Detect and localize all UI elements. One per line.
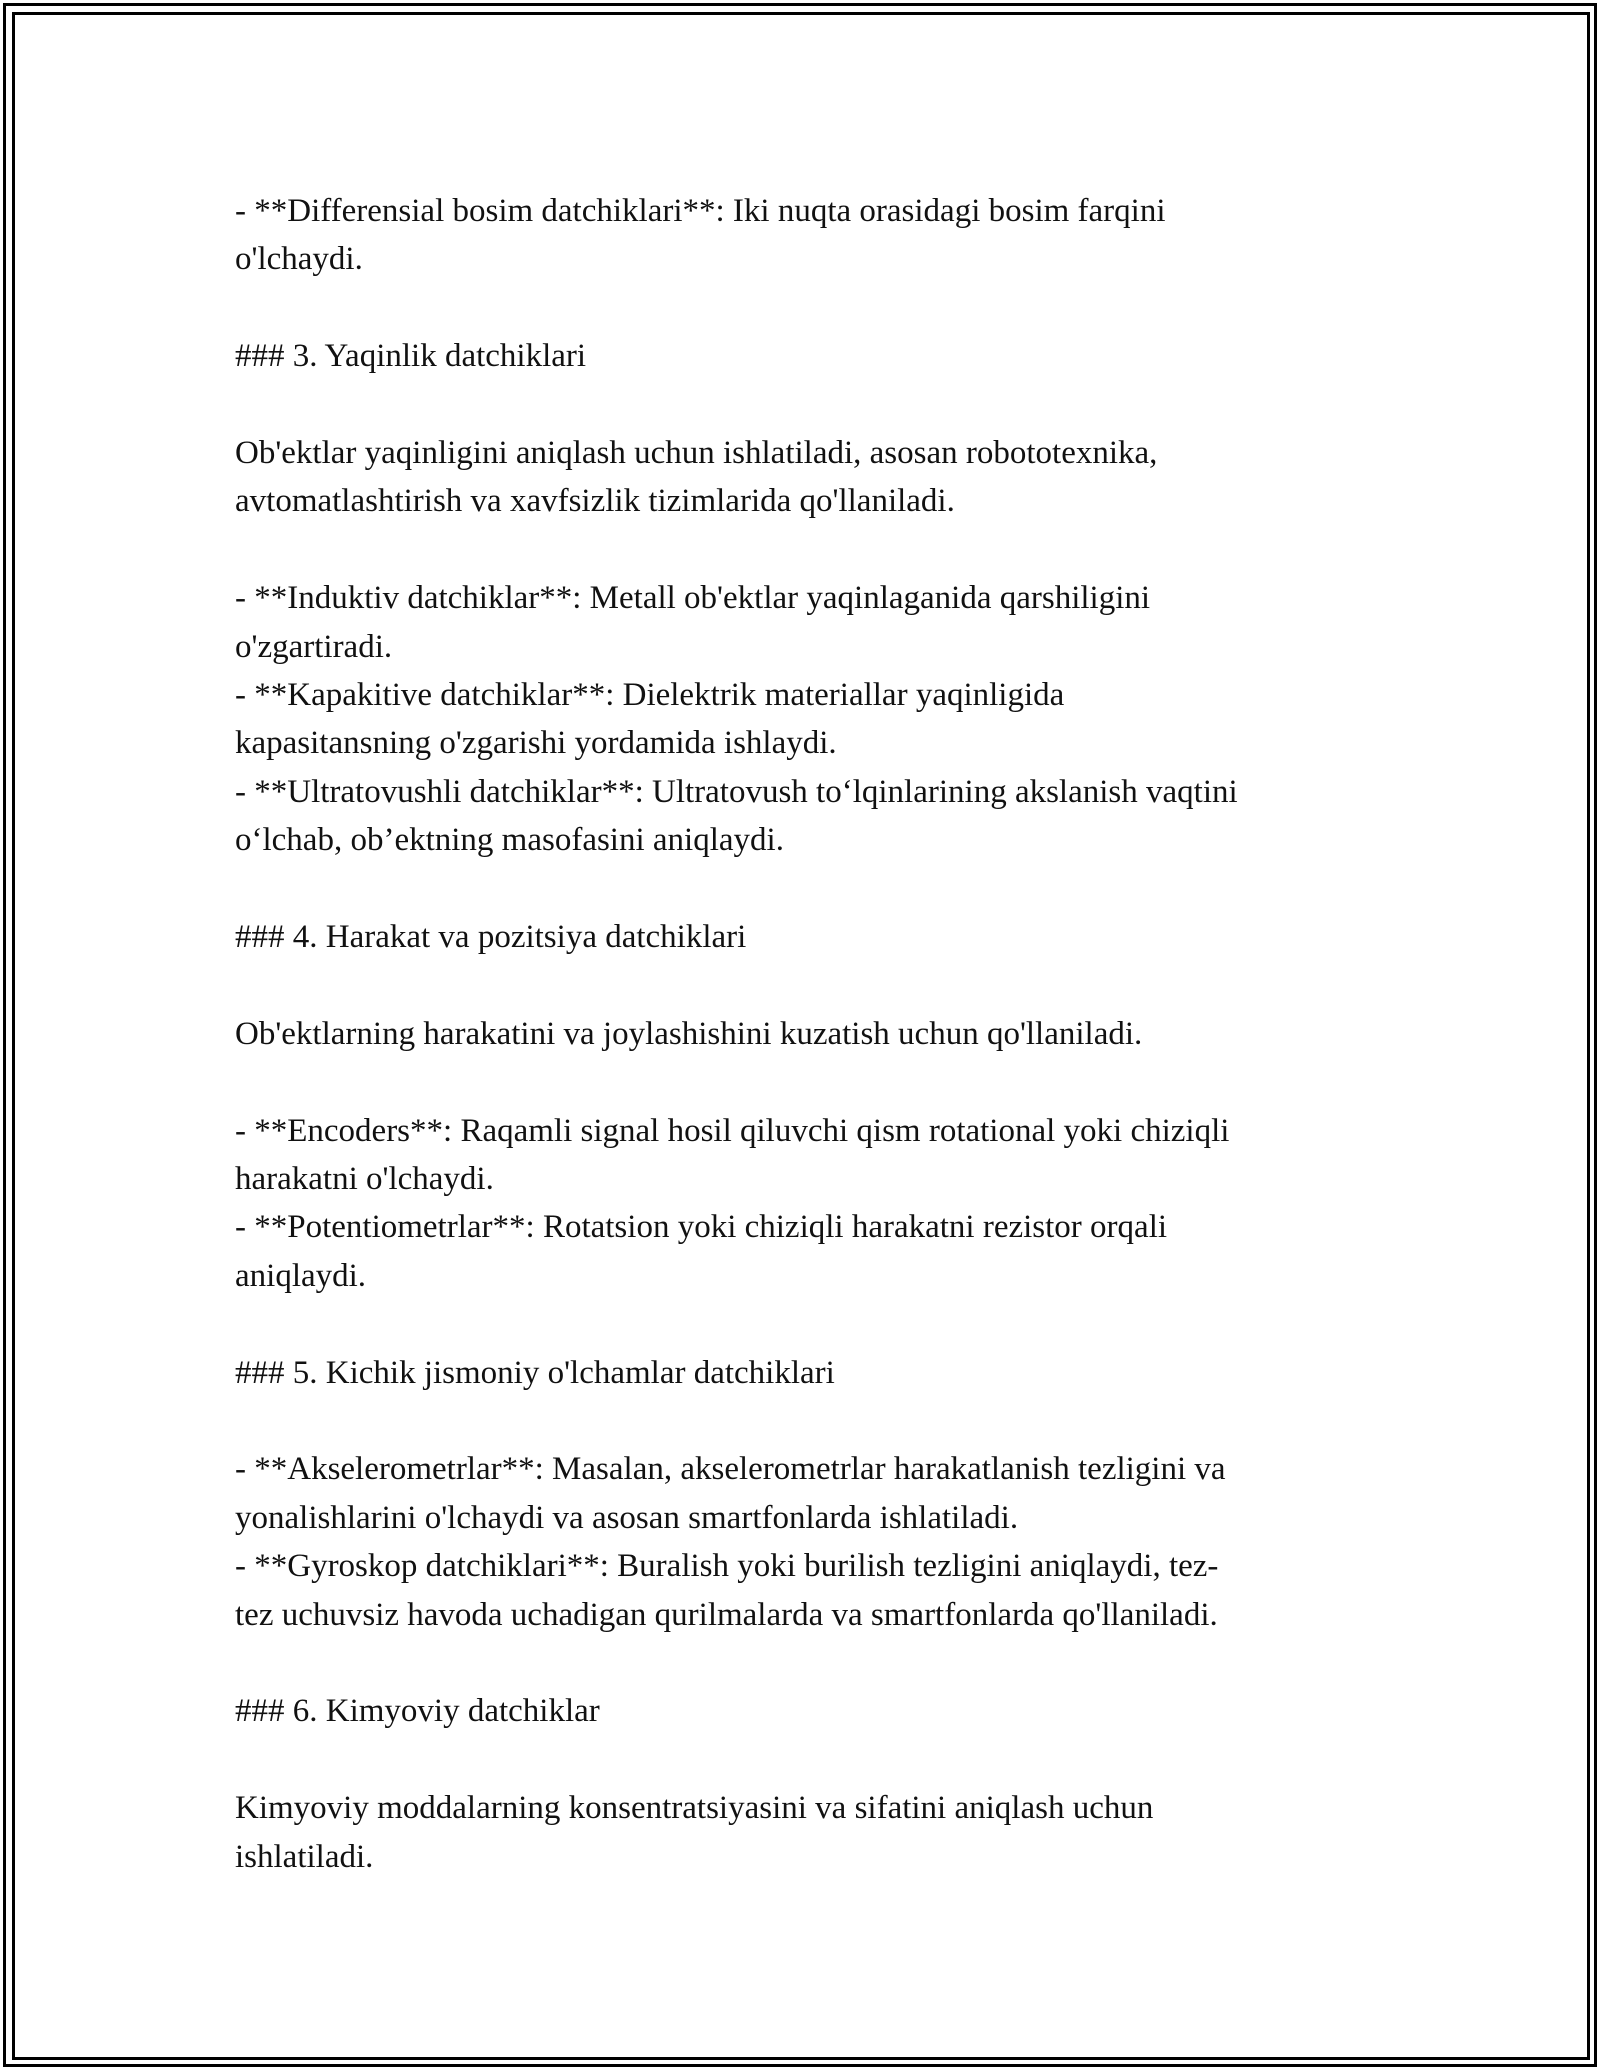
paragraph: [235, 1010, 1365, 1058]
section-heading: [235, 913, 1365, 961]
list-item-line: tez uchuvsiz havoda uchadigan qurilmalarda va smartfonlarda qo'llaniladi.: [235, 1596, 1218, 1633]
section-heading: [235, 332, 1365, 380]
list-item-line: yonalishlarini o'lchaydi va asosan smartfonlarda ishlatiladi.: [235, 1499, 1019, 1536]
list-item: [235, 671, 1365, 768]
section-heading: [235, 1349, 1365, 1397]
list-item: [235, 1203, 1365, 1300]
list-item-line: aniqlaydi.: [235, 1257, 367, 1294]
list-item-line: - **Induktiv datchiklar**: Metall ob'ektlar yaqinlaganida qarshiligini: [235, 580, 1151, 617]
list-item: [235, 1542, 1365, 1639]
paragraph-line: Ob'ektlarning harakatini va joylashishini kuzatish uchun qo'llaniladi.: [235, 1015, 1143, 1052]
list-item-line: - **Kapakitive datchiklar**: Dielektrik materiallar yaqinligida: [235, 677, 1065, 714]
list-item-line: o‘lchab, ob’ektning masofasini aniqlaydi.: [235, 822, 784, 859]
heading-line: ### 4. Harakat va pozitsiya datchiklari: [235, 919, 747, 956]
document-body: [235, 187, 1365, 1881]
list-item-line: harakatni o'lchaydi.: [235, 1161, 494, 1198]
list-item-line: - **Encoders**: Raqamli signal hosil qiluvchi qism rotational yoki chiziqli: [235, 1112, 1230, 1149]
heading-line: ### 5. Kichik jismoniy o'lchamlar datchiklari: [235, 1354, 835, 1391]
bullet-list: [235, 1107, 1365, 1301]
section-heading: [235, 1687, 1365, 1735]
list-item-line: kapasitansning o'zgarishi yordamida ishlaydi.: [235, 725, 837, 762]
paragraph-line: ishlatiladi.: [235, 1838, 374, 1875]
paragraph-line: Ob'ektlar yaqinligini aniqlash uchun ishlatiladi, asosan robototexnika,: [235, 435, 1158, 471]
paragraph: [235, 429, 1365, 526]
bullet-list: [235, 1445, 1365, 1639]
list-item: [235, 768, 1365, 865]
list-item: [235, 574, 1365, 671]
paragraph: [235, 1784, 1365, 1881]
list-item: [235, 1107, 1365, 1204]
bullet-list: [235, 187, 1365, 284]
list-item-line: o'zgartiradi.: [235, 628, 393, 665]
list-item-line: - **Potentiometrlar**: Rotatsion yoki chiziqli harakatni rezistor orqali: [235, 1209, 1168, 1246]
paragraph-line: Kimyoviy moddalarning konsentratsiyasini va sifatini aniqlash uchun: [235, 1790, 1154, 1827]
paragraph-line: avtomatlashtirish va xavfsizlik tizimlarida qo'llaniladi.: [235, 483, 955, 520]
heading-line: ### 6. Kimyoviy datchiklar: [235, 1693, 600, 1730]
list-item: [235, 1445, 1365, 1542]
list-item-line: - **Akselerometrlar**: Masalan, akselerometrlar harakatlanish tezligini va: [235, 1451, 1226, 1488]
bullet-list: [235, 574, 1365, 864]
heading-line: ### 3. Yaqinlik datchiklari: [235, 338, 587, 375]
list-item: [235, 187, 1365, 284]
list-item-line: - **Gyroskop datchiklari**: Buralish yoki burilish tezligini aniqlaydi, tez-: [235, 1548, 1219, 1585]
list-item-line: o'lchaydi.: [235, 241, 363, 278]
list-item-line: - **Differensial bosim datchiklari**: Iki nuqta orasidagi bosim farqini: [235, 193, 1166, 229]
list-item-line: - **Ultratovushli datchiklar**: Ultratovush to‘lqinlarining akslanish vaqtini: [235, 773, 1238, 810]
